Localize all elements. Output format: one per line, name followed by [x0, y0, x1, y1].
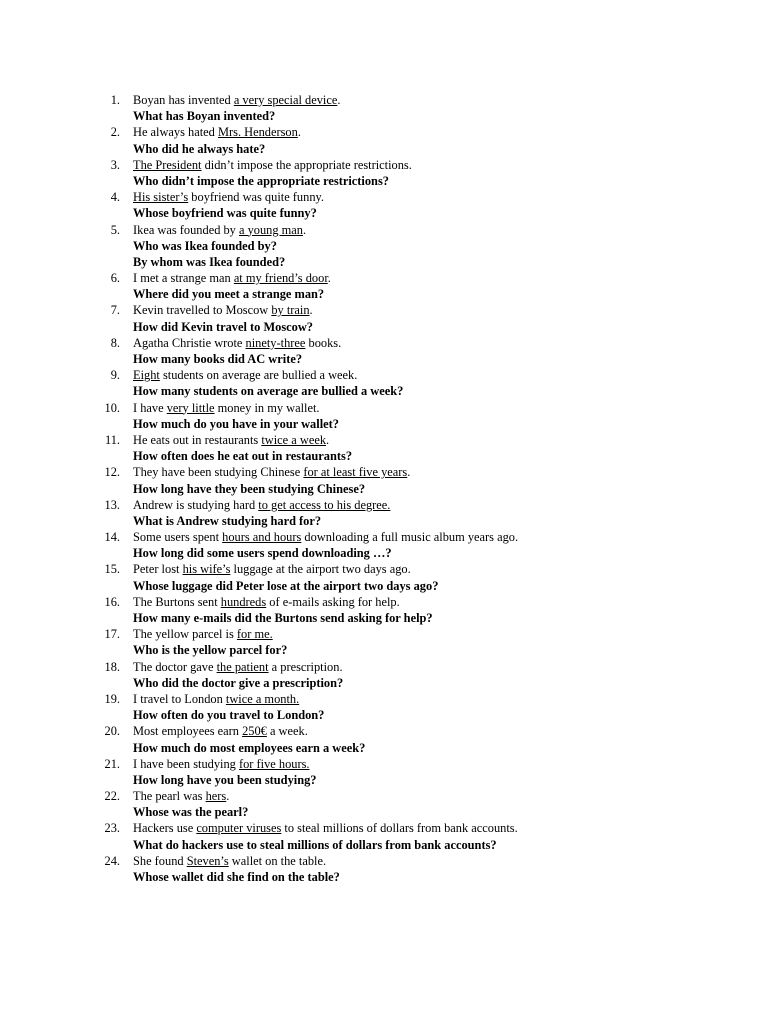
exercise-list	[0, 92, 768, 885]
question-line: How many books did AC write?	[133, 352, 303, 366]
sentence-text-after: .	[337, 93, 341, 107]
question-line: What do hackers use to steal millions of dollars from bank accounts?	[133, 837, 497, 852]
underlined-answer: Eight	[133, 368, 160, 383]
underlined-answer: ninety-three	[245, 335, 306, 350]
question-line: Whose wallet did she find on the table?	[133, 870, 340, 884]
underlined-answer: twice a month.	[225, 691, 300, 706]
exercise-item	[0, 853, 768, 885]
exercise-item	[0, 400, 768, 432]
question-line: By whom was Ikea founded?	[133, 254, 286, 269]
question-line: How much do you have in your wallet?	[133, 416, 339, 431]
question-line: How many students on average are bullied a week?	[133, 384, 404, 399]
exercise-item	[0, 302, 768, 334]
item-number: 15.	[104, 562, 120, 577]
sentence-text-after: .	[309, 303, 313, 318]
exercise-item	[0, 464, 768, 496]
question-line: What is Andrew studying hard for?	[133, 513, 322, 528]
exercise-item	[0, 723, 768, 755]
exercise-item	[0, 432, 768, 464]
question-line: How often does he eat out in restaurants?	[133, 449, 353, 464]
question-line: How much do most employees earn a week?	[133, 740, 366, 755]
exercise-item	[0, 367, 768, 399]
underlined-answer: His sister’s	[133, 190, 189, 205]
item-number: 17.	[104, 627, 120, 642]
exercise-item	[0, 756, 768, 788]
exercise-item	[0, 222, 768, 271]
sentence-text-before: They have been studying Chinese	[133, 465, 304, 480]
sentence-text-before: He always hated	[133, 125, 218, 140]
sentence-text-after: .	[407, 465, 411, 480]
sentence-text-after: students on average are bullied a week.	[159, 368, 358, 383]
exercise-item	[0, 626, 768, 658]
item-number: 22.	[104, 789, 120, 804]
question-line: Where did you meet a strange man?	[133, 287, 325, 302]
exercise-item	[0, 561, 768, 593]
underlined-answer: a very special device	[233, 93, 338, 107]
sentence-text-after: .	[226, 789, 230, 804]
underlined-answer: Mrs. Henderson	[217, 125, 298, 140]
underlined-answer: the patient	[216, 659, 269, 674]
question-line: How long have they been studying Chinese?	[133, 481, 366, 496]
item-number: 11.	[104, 432, 120, 447]
sentence-text-before: She found	[133, 853, 187, 868]
sentence-text-after: .	[326, 432, 330, 447]
question-line: How long have you been studying?	[133, 772, 317, 787]
underlined-answer: by train	[271, 303, 310, 318]
exercise-item	[0, 189, 768, 221]
item-number: 21.	[104, 756, 120, 771]
item-number: 19.	[104, 691, 120, 706]
exercise-item	[0, 659, 768, 691]
question-line: Whose boyfriend was quite funny?	[133, 206, 317, 221]
underlined-answer: at my friend’s door	[233, 271, 328, 286]
sentence-text-before: I have been studying	[133, 756, 239, 771]
sentence-text-after: .	[327, 271, 331, 286]
sentence-text-after: boyfriend was quite funny.	[188, 190, 325, 205]
item-number: 20.	[104, 724, 120, 739]
question-line: How long did some users spend downloading …?	[133, 546, 392, 561]
question-line: Who was Ikea founded by?	[133, 238, 277, 253]
item-number: 24.	[104, 853, 120, 868]
sentence-text-before: Some users spent	[133, 530, 223, 545]
underlined-answer: for me.	[236, 627, 273, 642]
sentence-text-after: to steal millions of dollars from bank accounts.	[281, 821, 518, 836]
underlined-answer: 250€	[242, 724, 267, 739]
exercise-item	[0, 594, 768, 626]
sentence-text-after: luggage at the airport two days ago.	[230, 562, 411, 577]
sentence-text-after: a week.	[266, 724, 308, 739]
sentence-text-after: .	[303, 222, 307, 237]
underlined-answer: for five hours.	[238, 756, 310, 771]
sentence-text-before: Andrew is studying hard	[133, 497, 259, 512]
sentence-text-after: .	[297, 125, 301, 140]
sentence-text-before: The Burtons sent	[133, 594, 221, 609]
sentence-text-after: books.	[305, 335, 342, 350]
item-number: 23.	[104, 821, 120, 836]
question-line: How did Kevin travel to Moscow?	[133, 319, 313, 334]
sentence-text-after: wallet on the table.	[228, 853, 327, 868]
item-number: 5.	[110, 222, 120, 237]
sentence-text-after: money in my wallet.	[214, 400, 320, 415]
exercise-item	[0, 157, 768, 189]
underlined-answer: hundreds	[220, 594, 267, 609]
sentence-text-after: downloading a full music album years ago.	[301, 530, 519, 545]
underlined-answer: to get access to his degree.	[258, 497, 391, 512]
item-number: 12.	[104, 465, 120, 480]
question-line: Whose luggage did Peter lose at the airport two days ago?	[133, 578, 439, 593]
question-line: Who didn’t impose the appropriate restrictions?	[133, 173, 389, 188]
exercise-item	[0, 691, 768, 723]
sentence-text-before: Boyan has invented	[133, 93, 234, 107]
question-line: Whose was the pearl?	[133, 805, 249, 820]
underlined-answer: Steven’s	[186, 853, 229, 868]
exercise-item	[0, 124, 768, 156]
sentence-text-after: a prescription.	[268, 659, 343, 674]
question-line: How often do you travel to London?	[133, 708, 325, 723]
sentence-text-before: Kevin travelled to Moscow	[133, 303, 272, 318]
item-number: 4.	[110, 190, 120, 205]
item-number: 14.	[104, 530, 120, 545]
exercise-item	[0, 788, 768, 820]
sentence-text-before: I travel to London	[133, 691, 226, 706]
sentence-text-before: Peter lost	[133, 562, 183, 577]
question-line: What has Boyan invented?	[133, 109, 276, 124]
exercise-item	[0, 820, 768, 852]
item-number: 2.	[110, 125, 120, 140]
item-number: 6.	[110, 271, 120, 286]
sentence-text-before: I have	[133, 400, 167, 415]
question-line: Who did he always hate?	[133, 141, 266, 156]
underlined-answer: for at least five years	[303, 465, 408, 480]
sentence-text-before: The pearl was	[133, 789, 206, 804]
item-number: 10.	[104, 400, 120, 415]
exercise-item	[0, 92, 768, 124]
item-number: 16.	[104, 594, 120, 609]
sentence-text-before: I met a strange man	[133, 271, 234, 286]
question-line: Who did the doctor give a prescription?	[133, 675, 344, 690]
underlined-answer: hours and hours	[222, 530, 302, 545]
sentence-text-before: Hackers use	[133, 821, 197, 836]
sentence-text-before: He eats out in restaurants	[133, 432, 262, 447]
exercise-item	[0, 335, 768, 367]
underlined-answer: his wife’s	[182, 562, 231, 577]
underlined-answer: computer viruses	[196, 821, 282, 836]
sentence-text-before: Most employees earn	[133, 724, 243, 739]
sentence-text-after: of e-mails asking for help.	[266, 594, 400, 609]
sentence-text-before: Ikea was founded by	[133, 222, 239, 237]
sentence-text-before: Agatha Christie wrote	[133, 335, 246, 350]
question-line: Who is the yellow parcel for?	[133, 643, 288, 658]
item-number: 9.	[110, 368, 120, 383]
item-number: 8.	[110, 335, 120, 350]
item-number: 7.	[110, 303, 120, 318]
underlined-answer: hers	[205, 789, 227, 804]
question-line: How many e-mails did the Burtons send asking for help?	[133, 611, 433, 625]
sentence-text-before: The yellow parcel is	[133, 627, 237, 642]
exercise-item	[0, 529, 768, 561]
underlined-answer: a young man	[238, 222, 303, 237]
item-number: 13.	[104, 497, 120, 512]
sentence-text-after: didn’t impose the appropriate restrictions.	[201, 157, 412, 172]
item-number: 1.	[110, 93, 120, 107]
exercise-item	[0, 497, 768, 529]
underlined-answer: very little	[166, 400, 215, 415]
item-number: 18.	[104, 659, 120, 674]
underlined-answer: The President	[133, 157, 202, 172]
item-number: 3.	[110, 157, 120, 172]
sentence-text-before: The doctor gave	[133, 659, 217, 674]
exercise-item	[0, 270, 768, 302]
underlined-answer: twice a week	[261, 432, 327, 447]
